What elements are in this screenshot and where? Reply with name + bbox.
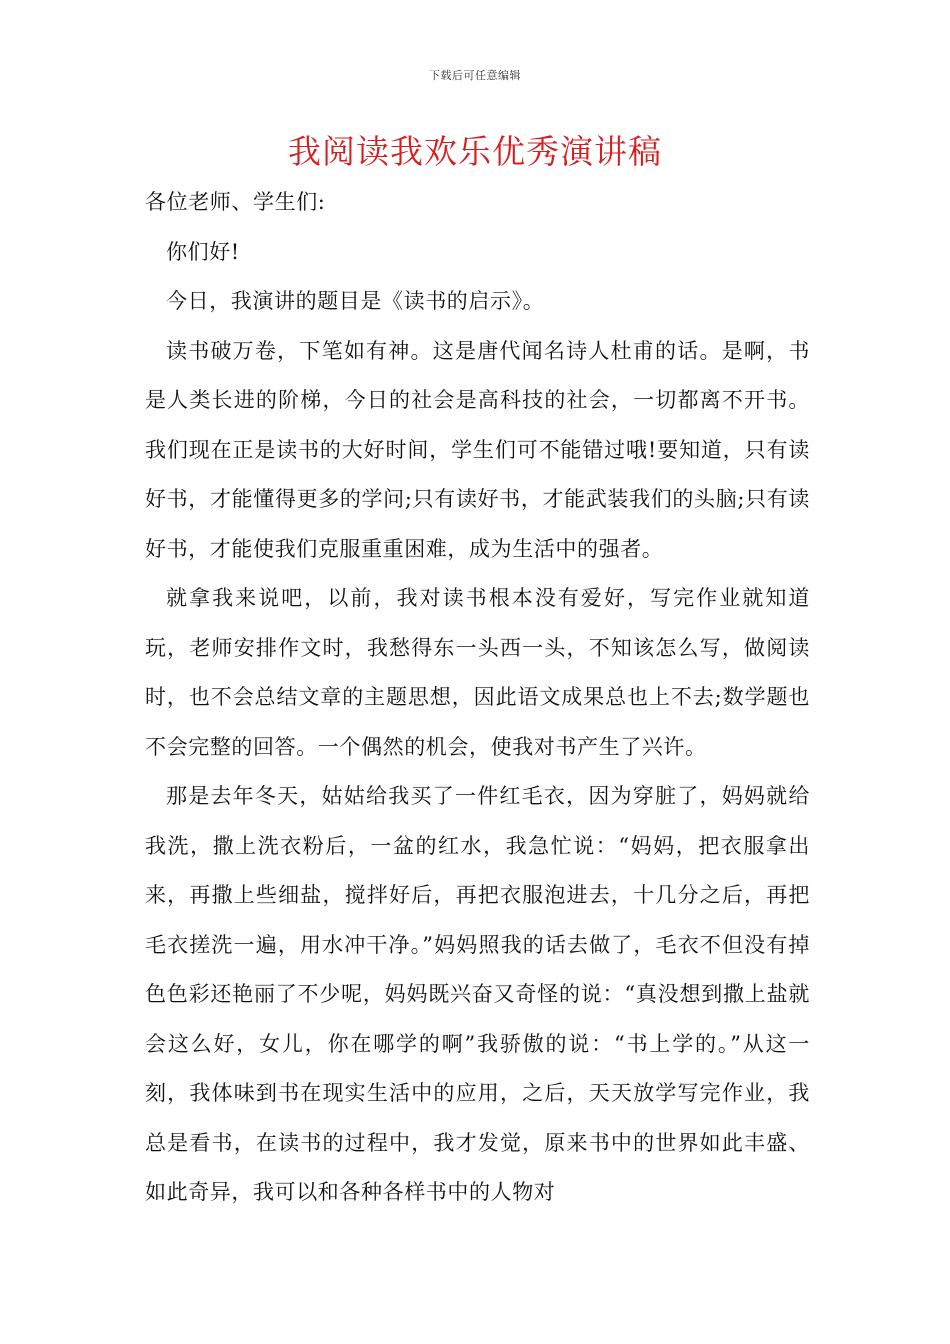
paragraph-2: 今日，我演讲的题目是《读书的启示》。 — [166, 289, 545, 313]
document-body — [145, 178, 810, 1218]
paragraph-3: 读书破万卷，下笔如有神。这是唐代闻名诗人杜甫的话。是啊，书是人类长进的阶梯，今日的社会是高科技的社会，一切都离不开书。我们现在正是读书的大好时间，学生们可不能错过哦!要知道，只有读好书，才能懂得更多的学问;只有读好书，才能武装我们的头脑;只有读好书，才能使我们克服重重困难，成为生活中的强者。 — [145, 338, 810, 561]
paragraph-5: 那是去年冬天，姑姑给我买了一件红毛衣，因为穿脏了，妈妈就给我洗，撒上洗衣粉后，一盆的红水，我急忙说：“妈妈，把衣服拿出来，再撒上些细盐，搅拌好后，再把衣服泡进去，十几分之后，再把毛衣搓洗一遍，用水冲干净。”妈妈照我的话去做了，毛衣不但没有掉色色彩还艳丽了不少呢，妈妈既兴奋又奇怪的说：“真没想到撒上盐就会这么好，女儿，你在哪学的啊”我骄傲的说：“书上学的。”从这一刻，我体味到书在现实生活中的应用，之后，天天放学写完作业，我总是看书，在读书的过程中，我才发觉，原来书中的世界如此丰盛、如此奇异，我可以和各种各样书中的人物对 — [145, 784, 810, 1204]
header-note: 下载后可任意编辑 — [429, 69, 521, 82]
paragraph-1: 你们好! — [166, 239, 240, 264]
document-title: 我阅读我欢乐优秀演讲稿 — [288, 132, 662, 171]
greeting: 各位老师、学生们: — [145, 190, 326, 214]
paragraph-4: 就拿我来说吧，以前，我对读书根本没有爱好，写完作业就知道玩，老师安排作文时，我愁得东一头西一头，不知该怎么写，做阅读时，也不会总结文章的主题思想，因此语文成果总也上不去;数学题也不会完整的回答。一个偶然的机会，使我对书产生了兴许。 — [145, 586, 810, 759]
